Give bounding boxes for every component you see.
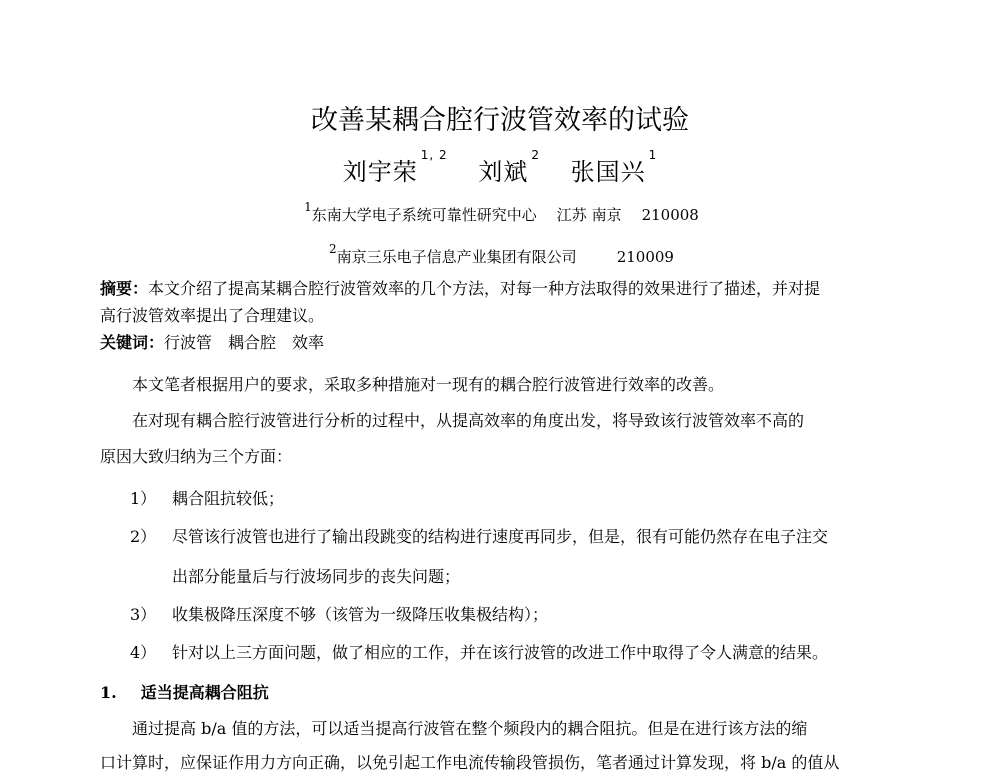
list-item: 尽管该行波管也进行了输出段跳变的结构进行速度再同步，但是，很有可能仍然存在电子注交: [172, 527, 829, 546]
list-number: 3）: [130, 605, 157, 624]
affiliation-org: 东南大学电子系统可靠性研究中心: [311, 206, 537, 224]
author-list: [0, 148, 1000, 187]
section-paragraph-line-2: 口计算时，应保证作用力方向正确，以免引起工作电流传输段管损伤，笔者通过计算发现，将 b/a 的值从: [100, 753, 840, 772]
author-affiliation-mark: 1: [648, 148, 658, 162]
affiliation-org: 南京三乐电子信息产业集团有限公司: [336, 248, 577, 266]
list-number: 2）: [130, 527, 157, 546]
keywords: [100, 330, 900, 353]
section-paragraph: 通过提高 b/a 值的方法，可以适当提高行波管在整个频段内的耦合阻抗。但是在进行该方法的缩: [132, 719, 808, 738]
body-paragraph-2-line-2: 原因大致归纳为三个方面：: [100, 447, 293, 466]
abstract-text: 本文介绍了提高某耦合腔行波管效率的几个方法，对每一种方法取得的效果进行了描述，并对提: [148, 279, 821, 298]
list-item: 收集极降压深度不够（该管为一级降压收集极结构）；: [172, 605, 549, 624]
affiliation-postcode: 210009: [616, 248, 674, 266]
keywords-text: 行波管 耦合腔 效率: [164, 333, 325, 352]
author-name: 刘斌: [478, 158, 529, 186]
author-name: 刘宇荣: [342, 158, 418, 186]
list-item-continuation: 出部分能量后与行波场同步的丧失问题；: [172, 567, 461, 586]
section-title: 适当提高耦合阻抗: [140, 683, 269, 702]
affiliation-place: 江苏 南京: [556, 206, 622, 224]
author-affiliation-mark: 2: [531, 148, 540, 162]
author-name: 张国兴: [570, 158, 646, 186]
abstract-label: 摘要：: [100, 279, 149, 298]
list-number: 4）: [130, 643, 157, 662]
section-heading: [100, 680, 900, 703]
abstract-line-2: 高行波管效率提出了合理建议。: [100, 306, 325, 325]
body-paragraph-2: 在对现有耦合腔行波管进行分析的过程中，从提高效率的角度出发，将导致该行波管效率不高的: [132, 411, 805, 430]
author-affiliation-mark: 1, 2: [420, 148, 448, 162]
paper-title: 改善某耦合腔行波管效率的试验: [311, 105, 689, 136]
list-number: 1）: [130, 489, 157, 508]
list-item: 针对以上三方面问题，做了相应的工作，并在该行波管的改进工作中取得了令人满意的结果。: [172, 643, 829, 662]
section-number: 1.: [100, 683, 117, 702]
affiliation-mark: 2: [329, 242, 337, 256]
list-item: 耦合阻抗较低；: [172, 489, 285, 508]
abstract: [100, 276, 900, 299]
body-paragraph-1: 本文笔者根据用户的要求，采取多种措施对一现有的耦合腔行波管进行效率的改善。: [132, 375, 725, 394]
keywords-label: 关键词：: [100, 333, 165, 352]
affiliation-1: [0, 200, 1000, 225]
affiliation-postcode: 210008: [641, 206, 699, 224]
affiliation-mark: 1: [304, 200, 312, 214]
affiliation-2: [0, 242, 1000, 267]
